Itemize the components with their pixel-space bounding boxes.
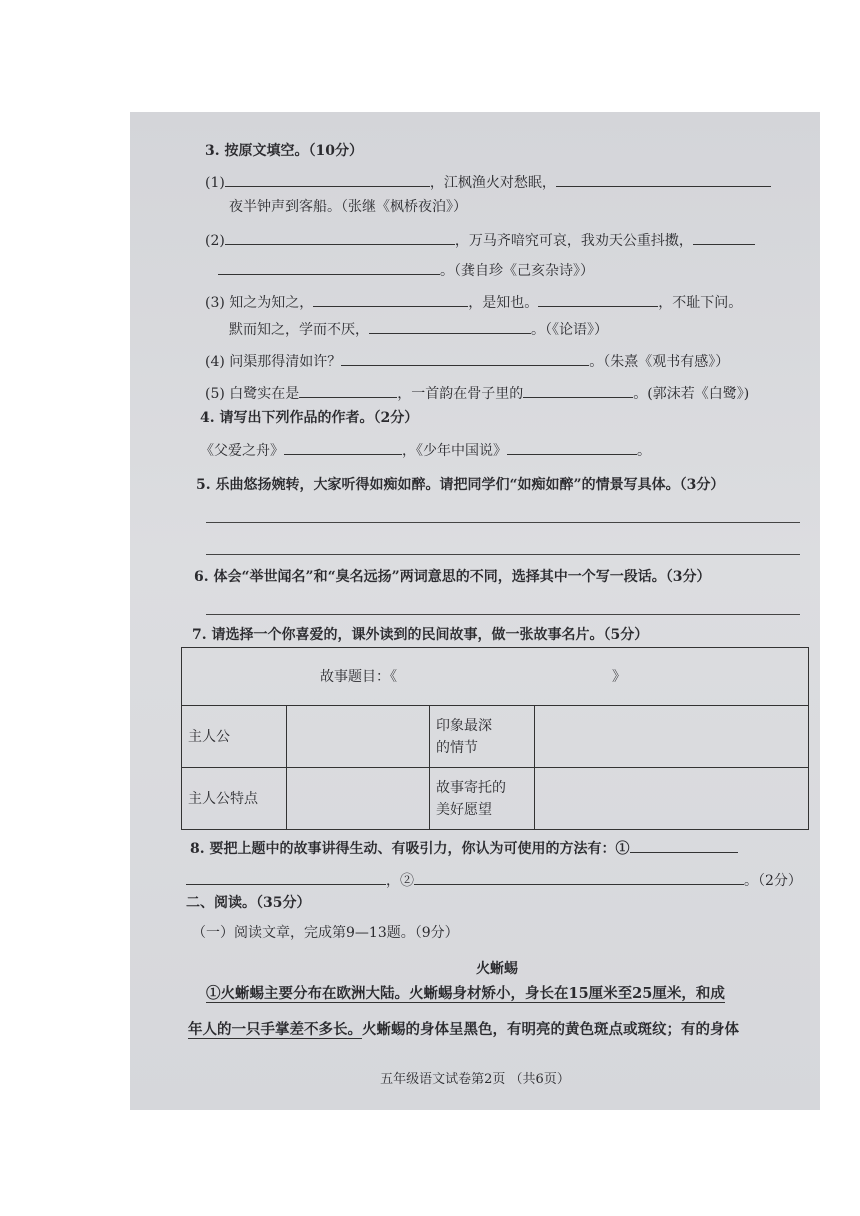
q3-line1-cont: 夜半钟声到客船。（张继《枫桥夜泊》） xyxy=(229,199,467,215)
q3-heading: 3. 按原文填空。（10分） xyxy=(205,143,363,159)
q3-line2: (2) ，万马齐喑究可哀，我劝天公重抖擞， xyxy=(205,230,755,250)
q4-heading: 4. 请写出下列作品的作者。（2分） xyxy=(200,410,419,426)
article-line2: 年人的一只手掌差不多长。火蜥蜴的身体呈黑色，有明亮的黄色斑点或斑纹；有的身体 xyxy=(188,1021,739,1038)
blank-field[interactable] xyxy=(693,230,755,245)
scene-label: 印象最深 的情节 xyxy=(430,706,535,768)
article-title: 火蜥蜴 xyxy=(476,961,518,977)
scene-field[interactable] xyxy=(535,706,809,768)
answer-line[interactable] xyxy=(206,554,800,555)
answer-line[interactable] xyxy=(206,522,800,523)
wish-label: 故事寄托的 美好愿望 xyxy=(430,768,535,830)
exam-page xyxy=(130,112,820,1110)
blank-field[interactable] xyxy=(284,440,402,455)
trait-field[interactable] xyxy=(287,768,430,830)
q7-heading: 7. 请选择一个你喜爱的，课外读到的民间故事，做一张故事名片。（5分） xyxy=(192,627,649,643)
q4-answers: 《父爱之舟》 ，《少年中国说》 。 xyxy=(200,440,651,460)
blank-field[interactable] xyxy=(299,383,397,398)
blank-field[interactable] xyxy=(538,292,658,307)
article-line1: ①火蜥蜴主要分布在欧洲大陆。火蜥蜴身材矫小，身长在15厘米至25厘米，和成 xyxy=(206,985,725,1002)
q3-line2-cont: 。（龚自珍《己亥杂诗》） xyxy=(218,260,594,280)
page-footer: 五年级语文试卷第2页 （共6页） xyxy=(380,1072,570,1087)
blank-field[interactable] xyxy=(341,351,589,366)
answer-line[interactable] xyxy=(206,614,800,615)
blank-field[interactable] xyxy=(523,383,633,398)
blank-field[interactable] xyxy=(186,870,386,885)
wish-field[interactable] xyxy=(535,768,809,830)
story-card-table xyxy=(181,647,809,830)
protagonist-label: 主人公 xyxy=(182,706,287,768)
blank-field[interactable] xyxy=(630,838,738,853)
q8-line2: ，② 。（2分） xyxy=(186,870,802,890)
blank-field[interactable] xyxy=(369,319,531,334)
q3-line4: (4) 问渠那得清如许？ 。（朱熹《观书有感》） xyxy=(205,351,729,371)
q6-heading: 6. 体会“举世闻名”和“臭名远扬”两词意思的不同，选择其中一个写一段话。（3分） xyxy=(194,569,711,585)
q3-line3-cont: 默而知之，学而不厌， 。（《论语》） xyxy=(229,319,608,339)
blank-field[interactable] xyxy=(218,260,440,275)
protagonist-field[interactable] xyxy=(287,706,430,768)
trait-label: 主人公特点 xyxy=(182,768,287,830)
q3-line5: (5) 白鹭实在是 ，一首韵在骨子里的 。(郭沫若《白鹭》) xyxy=(205,383,749,403)
blank-field[interactable] xyxy=(225,230,455,245)
q3-line3: (3) 知之为知之， ，是知也。 ，不耻下问。 xyxy=(205,292,742,312)
q5-heading: 5. 乐曲悠扬婉转，大家听得如痴如醉。请把同学们“如痴如醉”的情景写具体。（3分） xyxy=(196,477,725,493)
q3-line1: (1) ，江枫渔火对愁眠， xyxy=(205,172,771,192)
q8-line1: 8. 要把上题中的故事讲得生动、有吸引力，你认为可使用的方法有：① xyxy=(190,838,738,858)
blank-field[interactable] xyxy=(414,870,744,885)
blank-field[interactable] xyxy=(507,440,637,455)
blank-field[interactable] xyxy=(556,172,771,187)
section2-heading: 二、阅读。（35分） xyxy=(186,895,311,911)
blank-field[interactable] xyxy=(225,172,430,187)
blank-field[interactable] xyxy=(313,292,468,307)
part1-heading: （一）阅读文章，完成第9—13题。（9分） xyxy=(192,925,459,941)
story-title-row: 故事题目：《 》 xyxy=(182,648,809,706)
